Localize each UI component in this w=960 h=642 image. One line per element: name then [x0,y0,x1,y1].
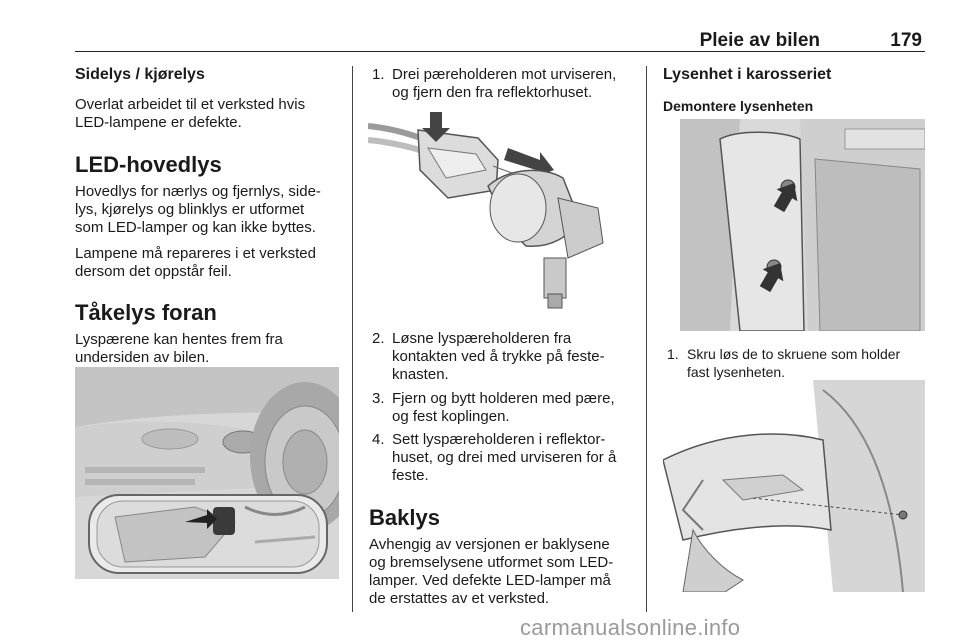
text-line: Lampene må repareres i et verksted [75,245,316,262]
watermark: carmanualsonline.info [520,615,741,640]
text-line: dersom det oppstår feil. [75,263,232,280]
fog-light-illustration [75,367,339,579]
list-text [392,66,616,102]
text-line: Sett lyspæreholderen i reflektor- [392,431,606,448]
list-number: 4. [372,431,385,448]
list-text [392,390,615,426]
text-line: Skru løs de to skruene som holder [687,346,901,362]
text-line: som LED-lamper og kan ikke byttes. [75,219,316,236]
subheading-demontere: Demontere lysenheten [663,98,814,114]
heading-sidelys: Sidelys / kjørelys [75,66,205,83]
text-line: og fjern den fra reflektorhuset. [392,84,593,101]
page-number: 179 [890,30,922,51]
paragraph-led-hovedlys-2 [75,245,316,281]
light-unit-removal-illustration [663,380,925,592]
text-line: Hovedlys for nærlys og fjernlys, side- [75,183,321,200]
paragraph-sidelys [75,96,305,132]
text-line: Løsne lyspæreholderen fra [392,330,572,347]
light-unit-screws-illustration [680,119,925,331]
text-line: Drei pæreholderen mot urviseren, [392,66,617,83]
list-number: 1. [667,346,679,362]
heading-lysenhet: Lysenhet i karosseriet [663,66,832,83]
heading-led-hovedlys: LED-hovedlys [75,152,222,177]
text-line: feste. [392,467,429,484]
text-line: og bremselysene utformet som LED- [369,554,614,571]
column-divider-1 [352,66,353,612]
list-number: 1. [372,66,385,83]
paragraph-led-hovedlys-1 [75,183,321,237]
page-header-title: Pleie av bilen [699,30,820,51]
text-line: Fjern og bytt holderen med pære, [392,390,615,407]
paragraph-takelys [75,331,283,367]
text-line: Avhengig av versjonen er baklysene [369,536,610,553]
list-number: 2. [372,330,385,347]
text-line: fast lysenheten. [687,364,786,380]
text-line: LED-lampene er defekte. [75,114,242,131]
bulb-holder-illustration [368,108,632,316]
column-divider-2 [646,66,647,612]
paragraph-baklys [369,536,613,608]
list-number: 3. [372,390,385,407]
list-text [687,345,900,381]
list-text [392,330,605,384]
text-line: huset, og drei med urviseren for å [392,449,617,466]
text-line: undersiden av bilen. [75,349,210,366]
text-line: og fest koplingen. [392,408,510,425]
text-line: lys, kjørelys og blinklys er utformet [75,201,305,218]
heading-baklys: Baklys [369,505,440,530]
list-text [392,431,616,485]
text-line: kontakten ved å trykke på feste- [392,348,605,365]
header-rule [75,51,925,52]
text-line: lamper. Ved defekte LED-lamper må [369,572,611,589]
heading-takelys: Tåkelys foran [75,300,217,325]
text-line: de erstattes av et verksted. [369,590,550,607]
text-line: knasten. [392,366,449,383]
text-line: Overlat arbeidet til et verksted hvis [75,96,306,113]
text-line: Lyspærene kan hentes frem fra [75,331,283,348]
